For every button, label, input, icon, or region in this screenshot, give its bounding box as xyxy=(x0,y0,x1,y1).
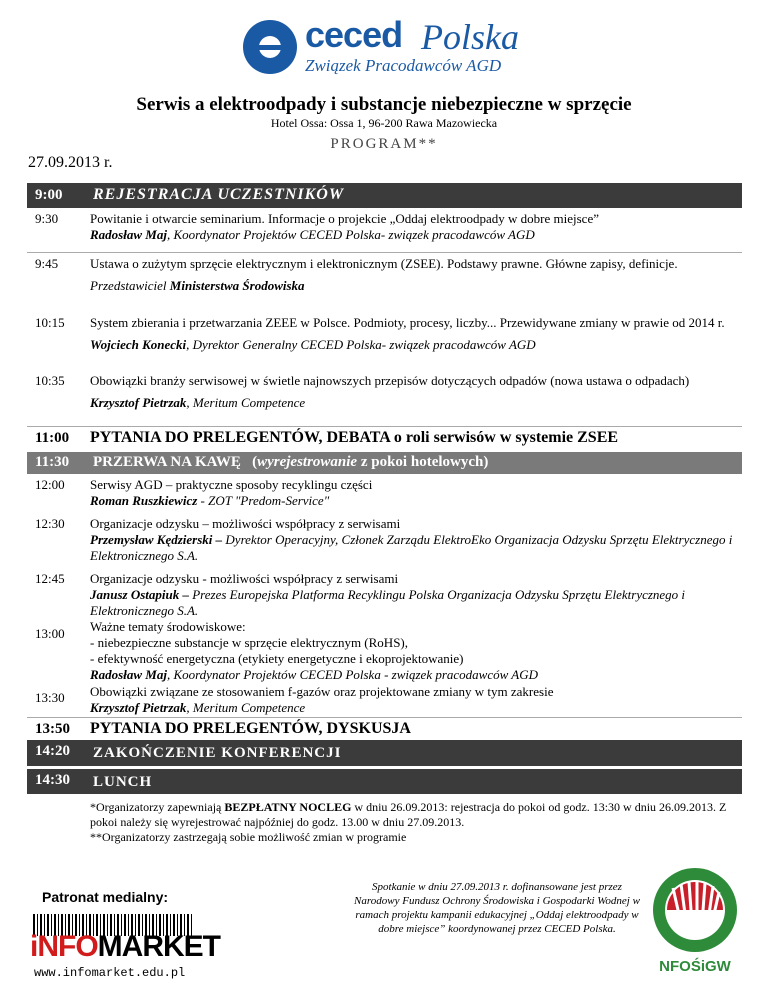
agenda-time: 12:00 xyxy=(35,477,65,492)
agenda-time: 11:00 xyxy=(35,430,70,446)
agenda-description xyxy=(90,373,735,411)
agenda-topic-heading: Ważne tematy środowiskowe: xyxy=(90,619,246,634)
agenda-band-registration xyxy=(27,183,742,208)
agenda-label: PYTANIA DO PRELEGENTÓW, DYSKUSJA xyxy=(90,720,411,737)
speaker-role: , Dyrektor Generalny CECED Polska- związek pracodawców AGD xyxy=(186,337,536,352)
agenda-item xyxy=(27,211,742,253)
coffee-label: PRZERWA NA KAWĘ xyxy=(93,454,241,470)
logo-subtitle: Związek Pracodawców AGD xyxy=(305,56,502,75)
speaker-role: , Meritum Competence xyxy=(186,395,306,410)
agenda-time: 12:30 xyxy=(35,516,65,531)
divider xyxy=(27,717,742,718)
footnote-text: w dniu 26.09.2013: rejestracja do pokoi od godz. 13:30 w dniu 26.09.2013. Z pokoi należy się wyrejestrować najpóźniej do godz. 13.00 w dniu 27.09.2013. xyxy=(90,800,727,829)
agenda-time: 9:00 xyxy=(35,187,63,203)
agenda-topic-point: - niebezpieczne substancje w sprzęcie elektrycznym (RoHS), xyxy=(90,635,409,650)
speaker-name: Wojciech Konecki xyxy=(90,337,187,352)
agenda-item xyxy=(27,516,742,570)
agenda-time: 14:30 xyxy=(35,772,70,788)
agenda-time: 10:15 xyxy=(35,315,65,330)
footnotes xyxy=(90,800,730,845)
document-title: Serwis a elektroodpady i substancje niebezpieczne w sprzęcie xyxy=(136,94,632,115)
venue: Hotel Ossa: Ossa 1, 96-200 Rawa Mazowiecka xyxy=(270,116,498,130)
speaker-name: Krzysztof Pietrzak xyxy=(90,395,187,410)
agenda-time: 13:50 xyxy=(35,721,70,737)
agenda-speaker xyxy=(90,395,735,411)
agenda-topic: Obowiązki związane ze stosowaniem f-gazów oraz projektowane zmiany w tym zakresie xyxy=(90,684,554,699)
agenda-speaker xyxy=(90,337,735,353)
agenda-item xyxy=(27,256,742,312)
agenda-topic: Obowiązki branży serwisowej w świetle najnowszych przepisów dotyczących odpadów (nowa ustawa o odpadach) xyxy=(90,373,690,388)
speaker-name: Roman Ruszkiewicz xyxy=(90,493,198,508)
funding-statement: Spotkanie w dniu 27.09.2013 r. dofinansowane jest przez Narodowy Fundusz Ochrony Środowiska i Gospodarki Wodnej w ramach projektu kampanii edukacyjnej „Oddaj elektroodpady w dobre miejsce” koordynowanej przez CECED Polska. xyxy=(354,881,640,935)
footnote-bold: BEZPŁATNY NOCLEG xyxy=(224,800,352,814)
infomarket-url: www.infomarket.edu.pl xyxy=(34,966,186,980)
agenda-speaker xyxy=(90,493,735,509)
agenda-label: LUNCH xyxy=(93,774,153,790)
ceced-emblem-icon xyxy=(243,20,297,74)
agenda-item xyxy=(27,315,742,371)
speaker-role: Dyrektor Operacyjny, Członek Zarządu ElektroEko Organizacja Odzysku Sprzętu Elektrycznego i Elektronicznego S.A. xyxy=(90,532,733,563)
agenda-item xyxy=(27,684,742,718)
nfosigw-text: NFOŚiGW xyxy=(659,958,731,975)
divider xyxy=(27,426,742,427)
agenda-speaker xyxy=(90,667,735,683)
logo-ceced-text: ceced xyxy=(305,14,403,55)
program-heading: PROGRAM** xyxy=(330,136,438,152)
media-patronage-label: Patronat medialny: xyxy=(42,889,169,905)
speaker-name: Ministerstwa Środowiska xyxy=(169,278,305,293)
event-date: 27.09.2013 r. xyxy=(28,154,113,171)
agenda-band-end xyxy=(27,740,742,766)
agenda-description xyxy=(90,315,735,353)
agenda-questions-2 xyxy=(27,719,742,741)
agenda-topic: Serwisy AGD – praktyczne sposoby recyklingu części xyxy=(90,477,373,492)
footnote-text: *Organizatorzy zapewniają xyxy=(90,800,225,814)
logo-polska-text: Polska xyxy=(421,17,519,57)
agenda-time: 13:00 xyxy=(35,626,65,641)
agenda-time: 9:30 xyxy=(35,211,59,226)
agenda-speaker xyxy=(90,532,735,564)
speaker-name: Radosław Maj xyxy=(90,667,167,682)
nfosigw-logo xyxy=(648,866,742,982)
agenda-description xyxy=(90,684,735,716)
speaker-role: Prezes Europejska Platforma Recyklingu Polska Organizacja Odzysku Sprzętu Elektrycznego i Elektronicznego S.A. xyxy=(90,587,686,618)
speaker-role: - ZOT "Predom-Service" xyxy=(197,493,330,508)
coffee-note: z pokoi hotelowych) xyxy=(357,454,489,470)
agenda-description xyxy=(90,571,735,619)
agenda-label: PYTANIA DO PRELEGENTÓW, DEBATA o roli serwisów w systemie ZSEE xyxy=(90,429,619,446)
agenda-topic-point: - efektywność energetyczna (etykiety energetyczne i ekoprojektowanie) xyxy=(90,651,464,666)
agenda-questions-1 xyxy=(27,428,742,452)
speaker-role: , Meritum Competence xyxy=(186,700,306,715)
agenda-speaker xyxy=(90,278,735,294)
agenda-label: ZAKOŃCZENIE KONFERENCJI xyxy=(93,745,342,761)
speaker-role: , Koordynator Projektów CECED Polska - związek pracodawców AGD xyxy=(166,667,539,682)
agenda-time: 10:35 xyxy=(35,373,65,388)
agenda-band-lunch xyxy=(27,769,742,794)
infomarket-logo-red: iNFO xyxy=(30,930,98,963)
agenda-label xyxy=(93,454,488,471)
agenda-item xyxy=(27,477,742,515)
agenda-topic: Organizacje odzysku - możliwości współpracy z serwisami xyxy=(90,571,399,586)
agenda-description xyxy=(90,256,735,294)
divider xyxy=(27,252,742,253)
agenda-time: 11:30 xyxy=(35,454,70,470)
agenda-item xyxy=(27,373,742,425)
footnote-accommodation xyxy=(90,800,730,830)
agenda-time: 13:30 xyxy=(35,690,65,705)
speaker-name: Przemysław Kędzierski – xyxy=(90,532,223,547)
agenda-topic: Powitanie i otwarcie seminarium. Informacje o projekcie „Oddaj elektroodpady w dobre miejsce” xyxy=(90,211,599,226)
agenda-speaker xyxy=(90,700,735,716)
coffee-note-italic: wyrejestrowanie xyxy=(257,454,358,470)
footnote-changes: **Organizatorzy zastrzegają sobie możliwość zmian w programie xyxy=(90,830,407,844)
agenda-topic: Ustawa o zużytym sprzęcie elektrycznym i elektronicznym (ZSEE). Podstawy prawne. Główne zapisy, definicje. xyxy=(90,256,678,271)
coffee-paren-open: ( xyxy=(252,454,258,470)
agenda-label: REJESTRACJA UCZESTNIKÓW xyxy=(93,186,345,203)
agenda-speaker xyxy=(90,227,735,243)
speaker-name: Radosław Maj xyxy=(90,227,167,242)
agenda-time: 9:45 xyxy=(35,256,59,271)
agenda-item xyxy=(27,619,742,683)
infomarket-logo xyxy=(30,930,220,964)
speaker-name: Janusz Ostapiuk – xyxy=(90,587,189,602)
agenda-description xyxy=(90,211,735,243)
agenda-item xyxy=(27,571,742,619)
agenda-time: 12:45 xyxy=(35,571,65,586)
agenda-speaker xyxy=(90,587,735,619)
agenda-band-coffee xyxy=(27,452,742,474)
speaker-prefix: Przedstawiciel xyxy=(90,278,170,293)
infomarket-logo-black: MARKET xyxy=(97,930,220,963)
agenda-description xyxy=(90,619,735,683)
speaker-name: Krzysztof Pietrzak xyxy=(90,700,187,715)
agenda-topic: Organizacje odzysku – możliwości współpracy z serwisami xyxy=(90,516,401,531)
agenda-time: 14:20 xyxy=(35,743,70,759)
agenda-description xyxy=(90,477,735,509)
ceced-polska-logo xyxy=(243,14,519,80)
agenda-topic: System zbierania i przetwarzania ZEEE w Polsce. Podmioty, procesy, liczby... Przewidywane zmiany w prawie od 2014 r. xyxy=(90,315,725,330)
speaker-role: , Koordynator Projektów CECED Polska- związek pracodawców AGD xyxy=(166,227,535,242)
agenda-description xyxy=(90,516,735,564)
